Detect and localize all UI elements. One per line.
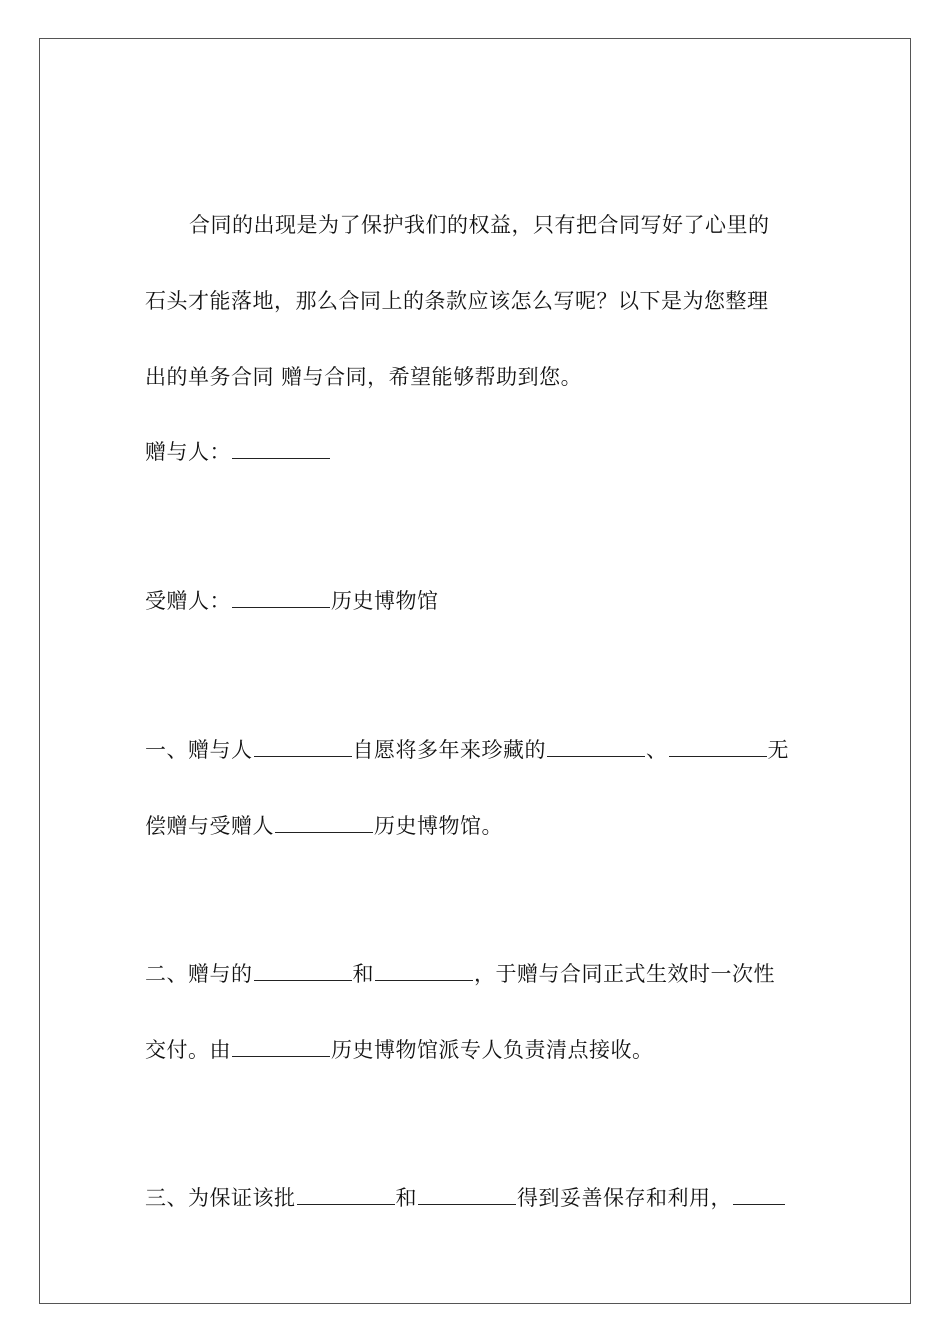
clause-2-text-e: 历史博物馆派专人负责清点接收。	[331, 1038, 654, 1062]
clause-2-text-c: ，于赠与合同正式生效时一次性	[474, 962, 775, 986]
clause-3-text-a: 三、为保证该批	[145, 1186, 296, 1210]
donee-suffix: 历史博物馆	[331, 589, 439, 613]
donor-blank[interactable]	[232, 436, 330, 459]
clause-3-blank-1[interactable]	[297, 1182, 395, 1205]
clause-1-text-c: 、	[646, 738, 668, 762]
clause-3-text-b: 和	[395, 1186, 417, 1210]
donor-line	[145, 436, 331, 467]
clause-1-line-2	[145, 810, 503, 841]
clause-1-text-f: 历史博物馆。	[374, 814, 503, 838]
clause-2-blank-3[interactable]	[232, 1034, 330, 1057]
clause-1-text-a: 一、赠与人	[145, 738, 253, 762]
intro-text-2: 石头才能落地，那么合同上的条款应该怎么写呢？以下是为您整理	[145, 289, 769, 313]
clause-1-blank-1[interactable]	[254, 734, 352, 757]
clause-2-line-2	[145, 1034, 654, 1065]
clause-1-text-d: 无	[767, 738, 789, 762]
clause-2-text-d: 交付。由	[145, 1038, 231, 1062]
donee-label: 受赠人：	[145, 589, 231, 613]
clause-2-blank-1[interactable]	[254, 958, 352, 981]
clause-1-line-1	[145, 734, 789, 765]
clause-2-text-a: 二、赠与的	[145, 962, 253, 986]
clause-1-blank-3[interactable]	[669, 734, 767, 757]
intro-text-1: 合同的出现是为了保护我们的权益，只有把合同写好了心里的	[189, 213, 770, 237]
intro-line-1	[189, 210, 770, 240]
clause-1-text-b: 自愿将多年来珍藏的	[352, 738, 546, 762]
intro-text-3: 出的单务合同 赠与合同，希望能够帮助到您。	[145, 365, 583, 389]
donor-label: 赠与人：	[145, 440, 231, 464]
clause-3-line-1	[145, 1182, 786, 1213]
clause-1-blank-2[interactable]	[547, 734, 645, 757]
intro-line-3	[145, 362, 582, 392]
clause-2-line-1	[145, 958, 775, 989]
clause-1-blank-4[interactable]	[275, 810, 373, 833]
intro-line-2	[145, 286, 769, 316]
clause-1-text-e: 偿赠与受赠人	[145, 814, 274, 838]
clause-2-blank-2[interactable]	[375, 958, 473, 981]
clause-3-text-c: 得到妥善保存和利用，	[517, 1186, 732, 1210]
clause-2-text-b: 和	[352, 962, 374, 986]
donee-line	[145, 585, 439, 616]
clause-3-blank-3[interactable]	[733, 1182, 785, 1205]
donee-blank[interactable]	[232, 585, 330, 608]
clause-3-blank-2[interactable]	[418, 1182, 516, 1205]
